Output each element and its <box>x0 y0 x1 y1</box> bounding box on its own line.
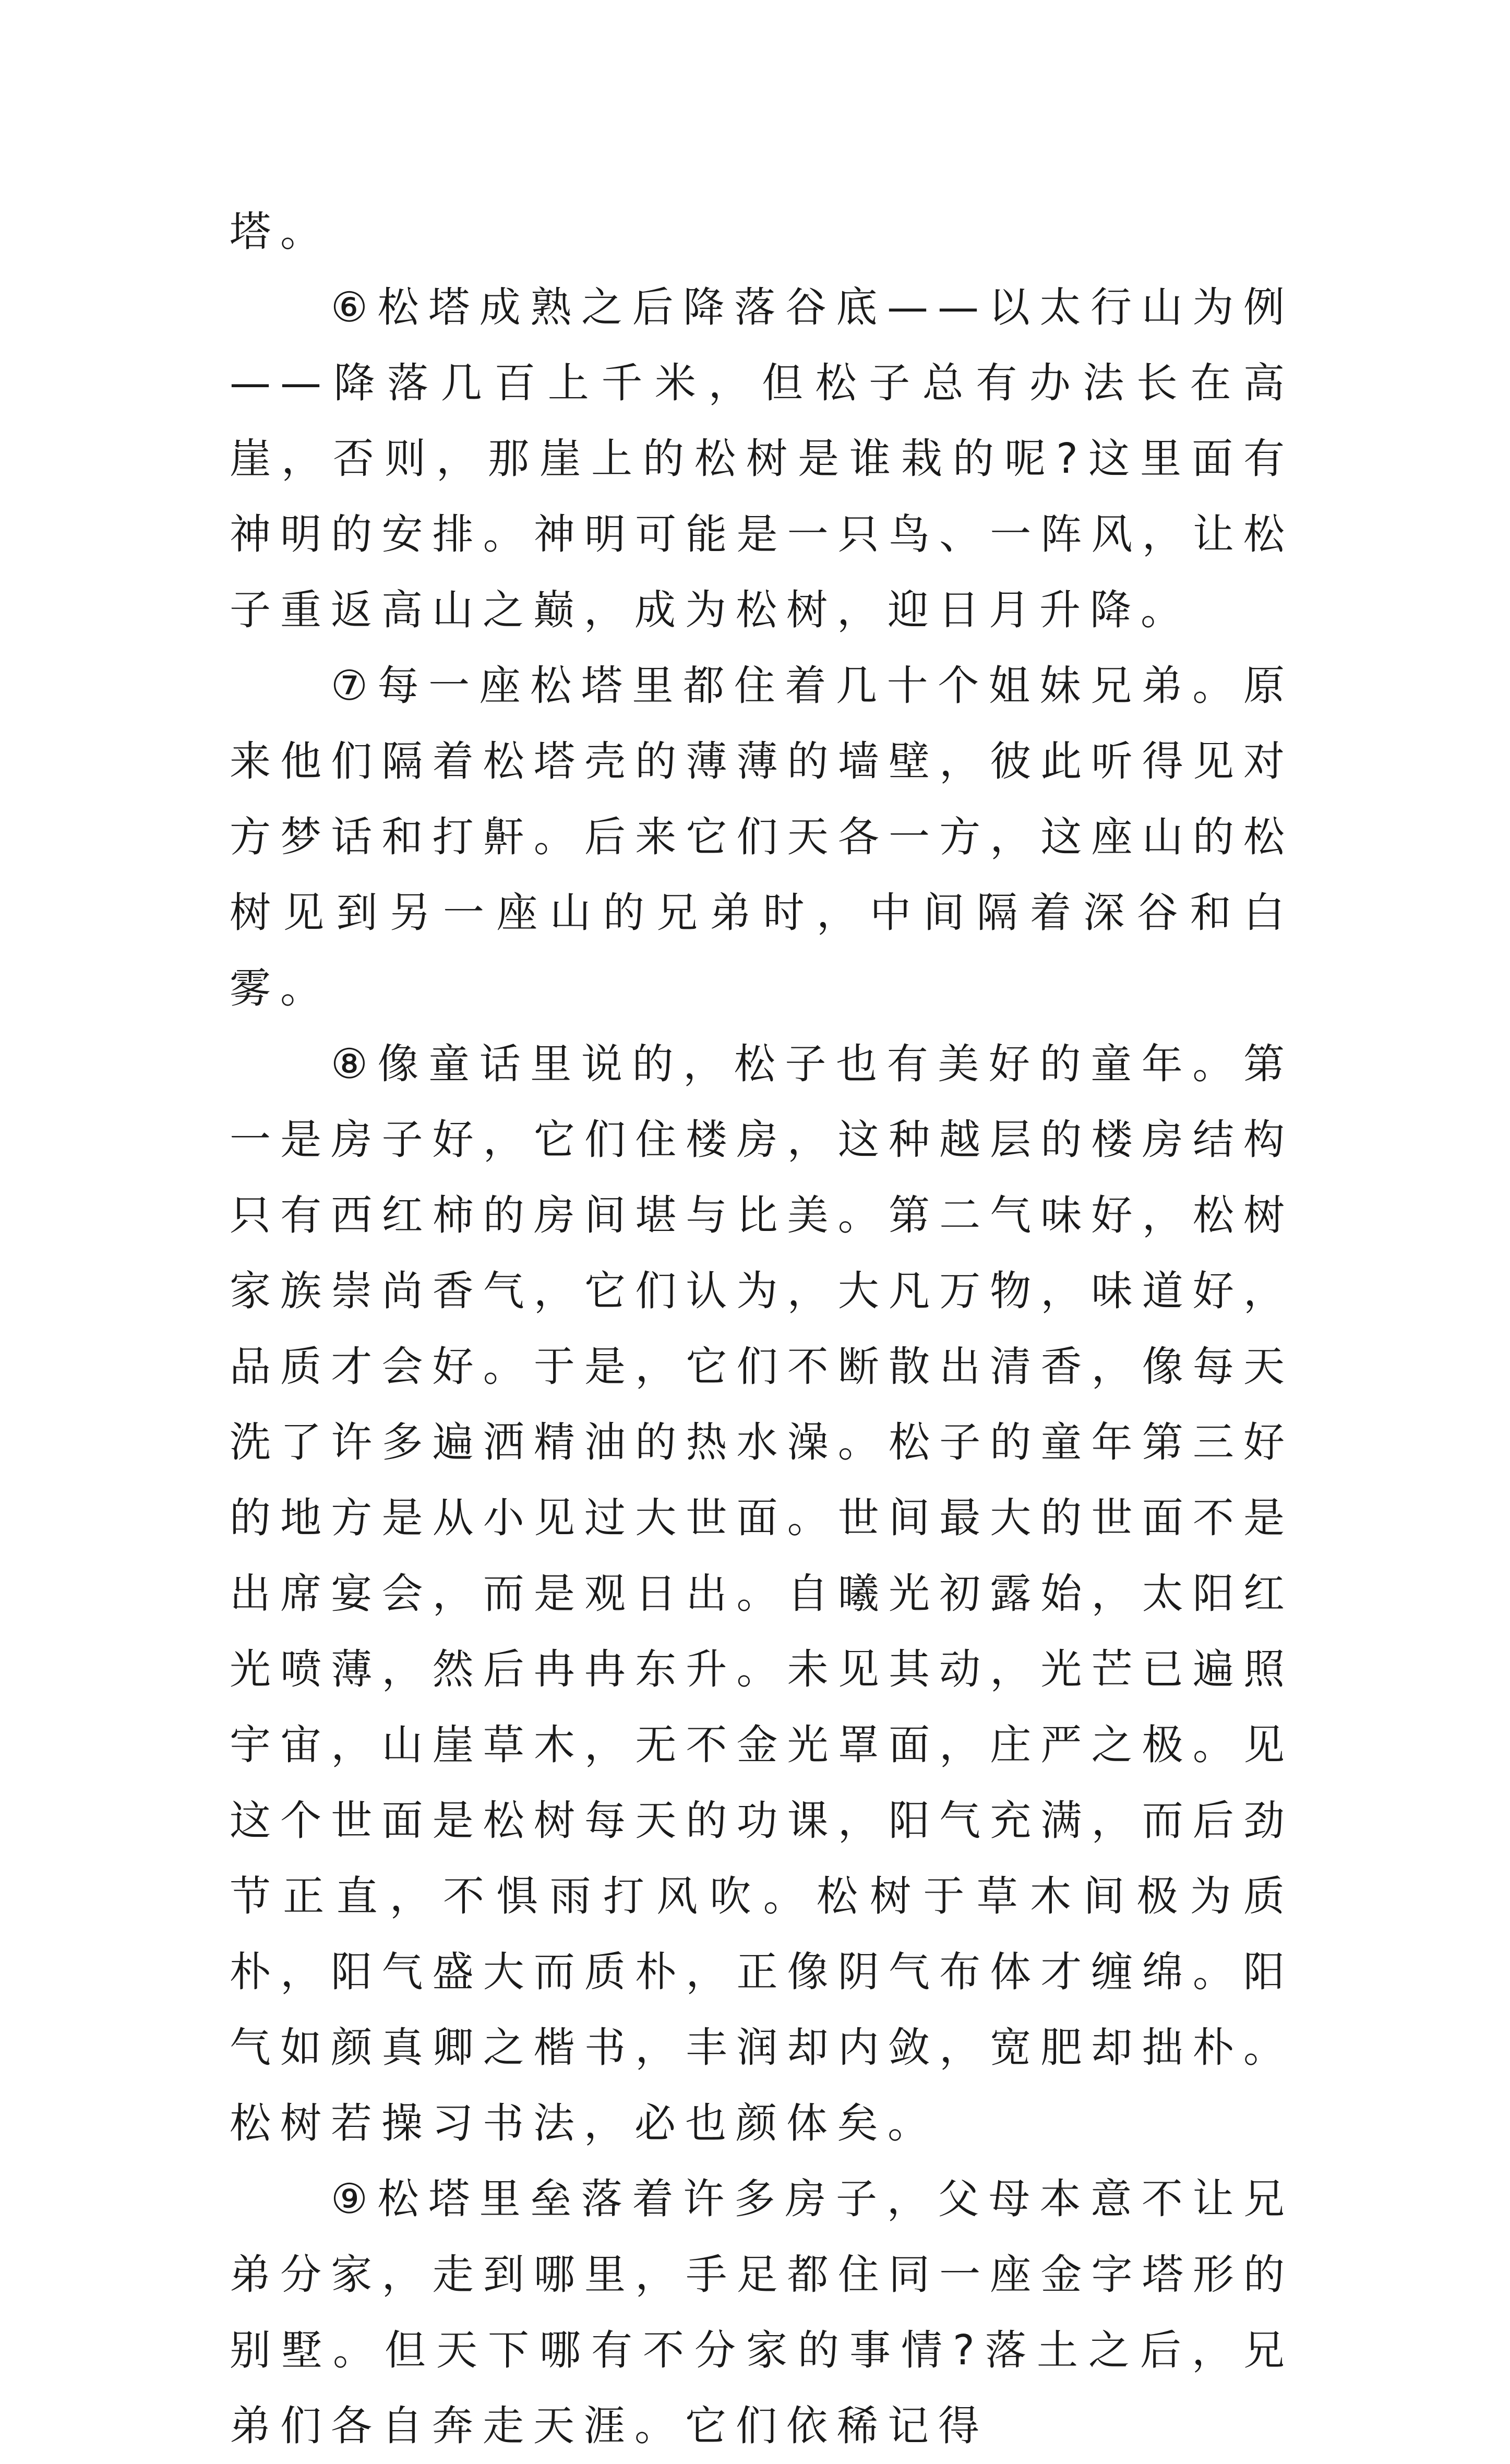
paragraph-continuation: 塔。 <box>230 208 331 256</box>
document-body <box>230 194 1294 2464</box>
paragraph-9: ⑨松塔里垒落着许多房子，父母本意不让兄弟分家，走到哪里，手足都住同一座金字塔形的别墅。但天下哪有不分家的事情?落土之后，兄弟们各自奔走天涯。它们依稀记得 <box>230 2175 1294 2450</box>
paragraph-7: ⑦每一座松塔里都住着几十个姐妹兄弟。原来他们隔着松塔壳的薄薄的墙壁，彼此听得见对方梦话和打鼾。后来它们天各一方，这座山的松树见到另一座山的兄弟时，中间隔着深谷和白雾。 <box>230 662 1294 1012</box>
paragraph-6: ⑥松塔成熟之后降落谷底——以太行山为例——降落几百上千米，但松子总有办法长在高崖，否则，那崖上的松树是谁栽的呢?这里面有神明的安排。神明可能是一只鸟、一阵风，让松子重返高山之巅，成为松树，迎日月升降。 <box>230 283 1294 634</box>
paragraph-8: ⑧像童话里说的，松子也有美好的童年。第一是房子好，它们住楼房，这种越层的楼房结构只有西红柿的房间堪与比美。第二气味好，松树家族崇尚香气，它们认为，大凡万物，味道好，品质才会好。于是，它们不断散出清香，像每天洗了许多遍洒精油的热水澡。松子的童年第三好的地方是从小见过大世面。世间最大的世面不是出席宴会，而是观日出。自曦光初露始，太阳红光喷薄，然后冉冉东升。未见其动，光芒已遍照宇宙，山崖草木，无不金光罩面，庄严之极。见这个世面是松树每天的功课，阳气充满，而后劲节正直，不惧雨打风吹。松树于草木间极为质朴，阳气盛大而质朴，正像阴气布体才缠绵。阳气如颜真卿之楷书，丰润却内敛，宽肥却拙朴。松树若操习书法，必也颜体矣。 <box>230 1040 1294 2147</box>
